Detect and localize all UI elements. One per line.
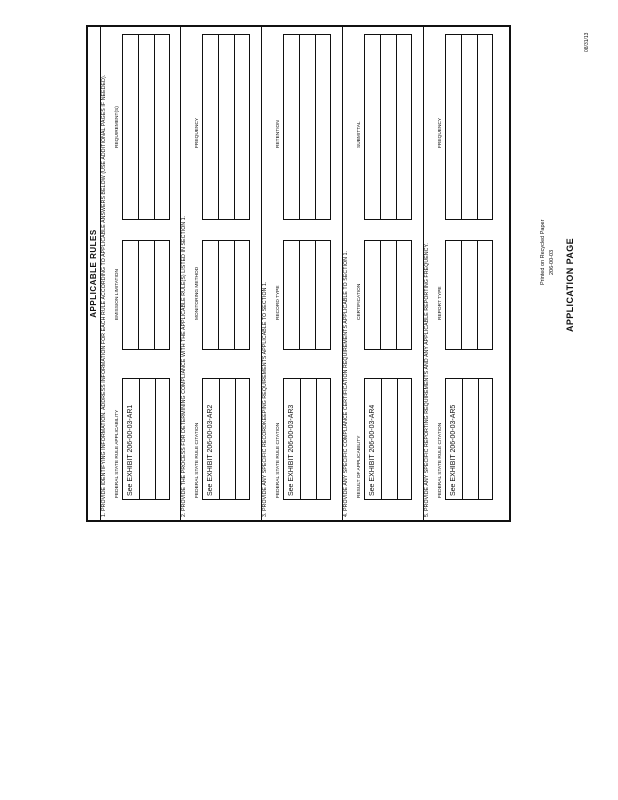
section-5-col2-label: REPORT TYPE (438, 286, 443, 320)
section-1-box-3 (122, 34, 170, 220)
section-2-col1-label: FEDERAL STATE RULE CITATION (195, 422, 200, 498)
section-1-col2-label: EMISSION LIMITATION (115, 269, 120, 320)
section-4-reference-box (364, 378, 412, 500)
section-3-col3-label: RETENTION (276, 120, 281, 148)
section-4-heading: 4. PROVIDE ANY SPECIFIC COMPLIANCE CERTIFICATION REQUIREMENTS APPLICABLE TO SECTION 1. (343, 250, 349, 517)
section-4-col3-label: SUBMITTAL (357, 121, 362, 148)
footer-block (560, 220, 580, 360)
rotated-form (86, 25, 511, 522)
section-4-col2-label: CERTIFICATION (357, 283, 362, 320)
section-2-col3-label: FREQUENCY (195, 117, 200, 148)
section-4-box-2 (364, 240, 412, 350)
section-3-box-3 (283, 34, 331, 220)
form-page (86, 25, 511, 522)
section-3-box-2 (283, 240, 331, 350)
section-1-box-2 (122, 240, 170, 350)
section-1-heading: 1. PROVIDE IDENTIFYING INFORMATION. ADDRESS INFORMATION FOR EACH RULE ACCORDING TO APPLICABLE ANSWERS BELOW (USE ADDITIONAL PAGES IF NEEDED). (101, 74, 107, 517)
section-1-col3-label: REQUIREMENT(S) (115, 106, 120, 148)
form-date: 08/31/13 (584, 32, 590, 52)
section-1-col1-label: FEDERAL STATE RULE APPLICABILITY (115, 409, 120, 498)
section-3-reference-box (283, 378, 331, 500)
section-3-heading: 3. PROVIDE ANY SPECIFIC RECORDKEEPING REQUIREMENTS APPLICABLE TO SECTION 1. (262, 281, 268, 517)
section-1-reference: See EXHIBIT 206-00-03-AR1 (127, 404, 134, 496)
section-2-box-2 (202, 240, 250, 350)
section-3-reference: See EXHIBIT 206-00-03-AR3 (288, 404, 295, 496)
section-5-reference: See EXHIBIT 206-00-03-AR5 (450, 404, 457, 496)
section-2-box-3 (202, 34, 250, 220)
footer-title: APPLICATION PAGE (565, 237, 575, 333)
section-5-box-3 (445, 34, 493, 220)
footer-form-code: 206-00-03 (549, 249, 555, 275)
section-1-reference-box (122, 378, 170, 500)
section-5-heading: 5. PROVIDE ANY SPECIFIC REPORTING REQUIREMENTS AND ANY APPLICABLE REPORTING FREQUENCY. (424, 243, 430, 517)
section-4-reference: See EXHIBIT 206-00-03-AR4 (369, 404, 376, 496)
section-5-col3-label: FREQUENCY (438, 117, 443, 148)
section-3-col2-label: RECORD TYPE (276, 285, 281, 320)
section-5-reference-box (445, 378, 493, 500)
section-4-col1-label: RESULT OF APPLICABILITY (357, 435, 362, 498)
section-5-col1-label: FEDERAL STATE RULE CITATION (438, 422, 443, 498)
section-3-col1-label: FEDERAL STATE RULE CITATION (276, 422, 281, 498)
section-2-reference: See EXHIBIT 206-00-03-AR2 (207, 404, 214, 496)
section-4-box-3 (364, 34, 412, 220)
section-5-box-2 (445, 240, 493, 350)
page-title: APPLICABLE RULES (89, 229, 98, 318)
section-2-reference-box (202, 378, 250, 500)
section-2-heading: 2. PROVIDE THE PROCESS FOR DETERMINING COMPLIANCE WITH THE APPLICABLE RULE(S) LISTED IN SECTION 1. (181, 215, 187, 517)
footer-recycled: Printed on Recycled Paper (540, 219, 546, 285)
section-2-col2-label: MONITORING METHOD (195, 266, 200, 320)
